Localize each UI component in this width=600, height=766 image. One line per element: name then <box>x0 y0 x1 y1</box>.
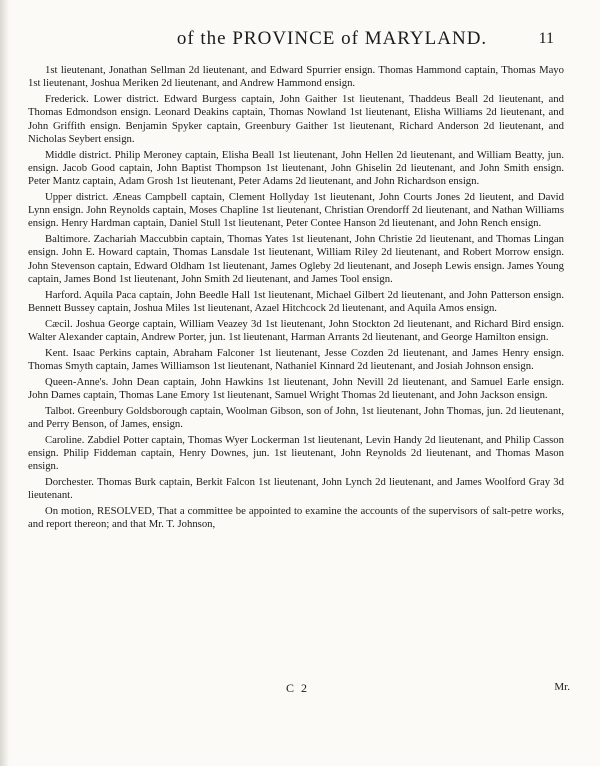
paragraph-queen-annes: Queen-Anne's. John Dean captain, John Hawkins 1st lieutenant, John Nevill 2d lieutenant, and Samuel Earle ensign. John Dames captain, Thomas Lane Emory 1st lieutenant, Samuel Wright Thomas 2d lieutenant, and John Jackson ensign. <box>28 375 564 401</box>
paragraph-motion-resolved: On motion, RESOLVED, That a committee be appointed to examine the accounts of the supervisors of salt-petre works, and report thereon; and that Mr. T. Johnson, <box>28 504 564 530</box>
running-title: of the PROVINCE of MARYLAND. <box>176 28 488 49</box>
paragraph-harford: Harford. Aquila Paca captain, John Beedle Hall 1st lieutenant, Michael Gilbert 2d lieutenant, and John Patterson ensign. Bennett Bussey captain, Joshua Miles 1st lieutenant, Azael Hitchcock 2d lieutenant, and Aquila Amos ensign. <box>28 288 564 314</box>
paragraph-kent: Kent. Isaac Perkins captain, Abraham Falconer 1st lieutenant, Jesse Cozden 2d lieutenant, and James Henry ensign. Thomas Smyth captain, James Williamson 1st lieutenant, Nathaniel Kinnard 2d lieutenant, and Josiah Johnson ensign. <box>28 346 564 372</box>
paragraph-frederick-middle: Middle district. Philip Meroney captain, Elisha Beall 1st lieutenant, John Hellen 2d lieutenant, and William Beatty, jun. ensign. Jacob Good captain, John Baptist Thompson 1st lieutenant, John Ghiselin 2d lieutenant, and John Smith ensign. Peter Mantz captain, Adam Grosh 1st lieutenant, Peter Adams 2d lieutenant, and John Richardson ensign. <box>28 148 564 187</box>
paragraph-frederick-lower: Frederick. Lower district. Edward Burgess captain, John Gaither 1st lieutenant, Thaddeus Beall 2d lieutenant, and Thomas Edmondson ensign. Leonard Deakins captain, Thomas Nowland 1st lieutenant, Elisha Williams 2d lieutenant, and John Griffith ensign. Benjamin Spyker captain, Greenbury Gaither 1st lieutenant, Richard Anderson 2d lieutenant, and Nicholas Seybert ensign. <box>28 93 564 145</box>
paragraph-baltimore: Baltimore. Zachariah Maccubbin captain, Thomas Yates 1st lieutenant, John Christie 2d lieutenant, and Thomas Lingan ensign. John E. Howard captain, Thomas Lansdale 1st lieutenant, William Riley 2d lieutenant, and Robert Morrow ensign. John Stevenson captain, Edward Oldham 1st lieutenant, James Ogleby 2d lieutenant, and Joseph Lewis ensign. James Young captain, James Bond 1st lieutenant, John Smith 2d lieutenant, and James Tool ensign. <box>28 233 564 285</box>
page-header <box>40 28 560 54</box>
paragraph-caroline: Caroline. Zabdiel Potter captain, Thomas Wyer Lockerman 1st lieutenant, Levin Handy 2d lieutenant, and Philip Casson ensign. Philip Fiddeman captain, Henry Downes, jun. 1st lieutenant, John Reynolds 2d lieutenant, and Thomas Mason ensign. <box>28 433 564 472</box>
paragraph-frederick-upper: Upper district. Æneas Campbell captain, Clement Hollyday 1st lieutenant, John Courts Jones 2d lieutent, and David Lynn ensign. John Reynolds captain, Moses Chapline 1st lieutenant, Christian Orendorff 2d lieutenant, and Nathan Williams ensign. Henry Hardman captain, Daniel Stull 1st lieutenant, Peter Contee Hanson 2d lieutenant, and John Rench ensign. <box>28 190 564 230</box>
paragraph-dorchester: Dorchester. Thomas Burk captain, Berkit Falcon 1st lieutenant, John Lynch 2d lieutenant, and James Woolford Gray 3d lieutenant. <box>28 475 564 501</box>
page-number: 11 <box>538 30 554 47</box>
paragraph-talbot: Talbot. Greenbury Goldsborough captain, Woolman Gibson, son of John, 1st lieutenant, John Thomas, jun. 2d lieutenant, and Perry Benson, of James, ensign. <box>28 404 564 430</box>
body-text <box>28 64 564 534</box>
catchword: Mr. <box>554 681 570 693</box>
signature-mark: C 2 <box>286 681 310 695</box>
paragraph-anne-arundel-continued: 1st lieutenant, Jonathan Sellman 2d lieutenant, and Edward Spurrier ensign. Thomas Hammond captain, Thomas Mayo 1st lieutenant, Joshua Meriken 2d lieutenant, and Andrew Hammond ensign. <box>28 64 564 90</box>
binding-shadow <box>0 0 9 766</box>
paragraph-caecil: Cæcil. Joshua George captain, William Veazey 3d 1st lieutenant, John Stockton 2d lieutenant, and Richard Bird ensign. Walter Alexander captain, Andrew Porter, jun. 1st lieutenant, Harman Arrants 2d lieutenant, and George Hamilton ensign. <box>28 317 564 343</box>
